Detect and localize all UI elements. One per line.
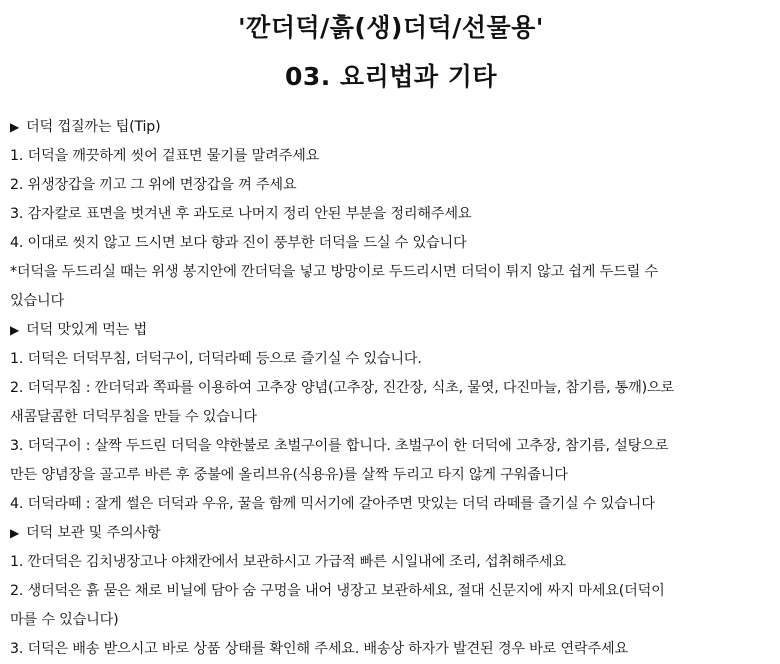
- list-item: 2. 더덕무침 : 깐더덕과 쪽파를 이용하여 고추장 양념(고추장, 진간장, 식초, 물엿, 다진마늘, 참기름, 통깨)으로: [10, 380, 674, 396]
- triangle-bullet-icon: ▶: [10, 323, 20, 337]
- section-heading-storage: [10, 519, 772, 548]
- list-item-continued: 만든 양념장을 골고루 바른 후 중불에 올리브유(식용유)를 살짝 두리고 타지 않게 구워줍니다: [10, 467, 568, 483]
- list-item: 3. 감자칼로 표면을 벗겨낸 후 과도로 나머지 정리 안된 부분을 정리해주세요: [10, 206, 472, 222]
- list-item: 1. 더덕을 깨끗하게 씻어 겉표면 물기를 말려주세요: [10, 148, 320, 164]
- section-heading-text: 더덕 보관 및 주의사항: [26, 525, 161, 541]
- list-item: 1. 깐더덕은 김치냉장고나 야채칸에서 보관하시고 가급적 빠른 시일내에 조리, 섭취해주세요: [10, 554, 566, 570]
- page-title: '깐더덕/흙(생)더덕/선물용': [238, 13, 544, 42]
- triangle-bullet-icon: ▶: [10, 120, 20, 134]
- list-item: 2. 생더덕은 흙 묻은 채로 비닐에 담아 숨 구멍을 내어 냉장고 보관하세요, 절대 신문지에 싸지 마세요(더덕이: [10, 583, 665, 599]
- list-item: 2. 위생장갑을 끼고 그 위에 면장갑을 껴 주세요: [10, 177, 297, 193]
- list-item-continued: 마를 수 있습니다): [10, 612, 119, 628]
- list-item: 1. 더덕은 더덕무침, 더덕구이, 더덕라떼 등으로 즐기실 수 있습니다.: [10, 351, 422, 367]
- note-text-continued: 있습니다: [10, 293, 65, 309]
- list-item: 4. 이대로 씻지 않고 드시면 보다 향과 진이 풍부한 더덕을 드실 수 있습니다: [10, 235, 467, 251]
- note-text: *더덕을 두드리실 때는 위생 봉지안에 깐더덕을 넣고 방망이로 두드리시면 더덕이 튀지 않고 쉽게 두드릴 수: [10, 264, 658, 280]
- section-heading-text: 더덕 껍질까는 팁(Tip): [26, 119, 161, 135]
- page-subtitle: 03. 요리법과 기타: [284, 62, 498, 91]
- triangle-bullet-icon: ▶: [10, 526, 20, 540]
- list-item: 4. 더덕라떼 : 잘게 썰은 더덕과 우유, 꿀을 함께 믹서기에 갈아주면 맛있는 더덕 라떼를 즐기실 수 있습니다: [10, 496, 655, 512]
- list-item-continued: 새콤달콤한 더덕무침을 만들 수 있습니다: [10, 409, 257, 425]
- list-item: 3. 더덕구이 : 살짝 두드린 더덕을 약한불로 초벌구이를 합니다. 초벌구이 한 더덕에 고추장, 참기름, 설탕으로: [10, 438, 669, 454]
- content-body: [10, 113, 772, 664]
- section-heading-text: 더덕 맛있게 먹는 법: [26, 322, 148, 338]
- section-heading-how-to-eat: [10, 316, 772, 345]
- list-item: 3. 더덕은 배송 받으시고 바로 상품 상태를 확인해 주세요. 배송상 하자가 발견된 경우 바로 연락주세요: [10, 641, 628, 657]
- section-heading-peeling-tips: [10, 113, 772, 142]
